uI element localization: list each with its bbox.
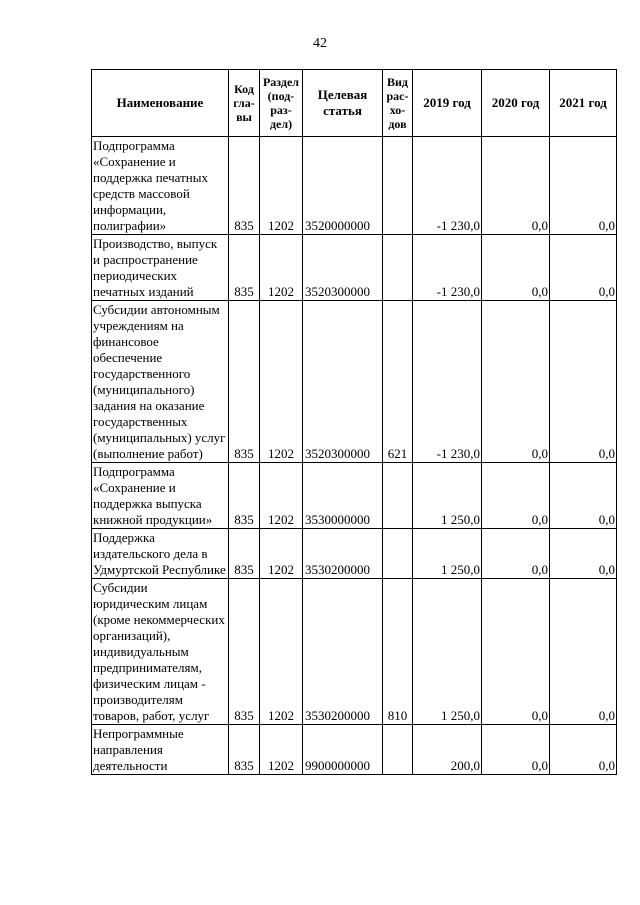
row-section: 1202: [260, 463, 303, 529]
row-target: 9900000000: [303, 725, 383, 775]
row-2019: -1 230,0: [413, 301, 482, 463]
row-section: 1202: [260, 529, 303, 579]
row-target: 3520300000: [303, 301, 383, 463]
row-code: 835: [229, 463, 260, 529]
table-row: [92, 463, 617, 529]
row-name: Субсидии автономным учреждениям на финансовое обеспечение государственного (муниципального) задания на оказание государственных (муниципальных) услуг (выполнение работ): [92, 301, 229, 463]
row-2020: 0,0: [482, 579, 550, 725]
row-expense: 810: [383, 579, 413, 725]
row-name: Непрограммные направления деятельности: [92, 725, 229, 775]
row-code: 835: [229, 301, 260, 463]
row-2020: 0,0: [482, 463, 550, 529]
header-name: Наименование: [92, 70, 229, 137]
row-section: 1202: [260, 579, 303, 725]
row-target: 3530200000: [303, 529, 383, 579]
table-row: [92, 301, 617, 463]
row-section: 1202: [260, 235, 303, 301]
row-2020: 0,0: [482, 529, 550, 579]
row-2021: 0,0: [550, 301, 617, 463]
budget-table: [91, 69, 617, 775]
row-2019: -1 230,0: [413, 235, 482, 301]
table-row: [92, 579, 617, 725]
row-target: 3520300000: [303, 235, 383, 301]
row-2020: 0,0: [482, 235, 550, 301]
row-2021: 0,0: [550, 463, 617, 529]
row-2021: 0,0: [550, 529, 617, 579]
row-section: 1202: [260, 137, 303, 235]
row-section: 1202: [260, 725, 303, 775]
row-2019: -1 230,0: [413, 137, 482, 235]
row-code: 835: [229, 137, 260, 235]
row-expense: [383, 463, 413, 529]
row-2020: 0,0: [482, 137, 550, 235]
row-expense: [383, 725, 413, 775]
row-2021: 0,0: [550, 725, 617, 775]
header-target: Целевая статья: [303, 70, 383, 137]
row-name: Производство, выпуск и распространение периодических печатных изданий: [92, 235, 229, 301]
row-name: Поддержка издательского дела в Удмуртской Республике: [92, 529, 229, 579]
row-expense: 621: [383, 301, 413, 463]
row-code: 835: [229, 725, 260, 775]
header-section: Раздел (под- раз- дел): [260, 70, 303, 137]
header-2020: 2020 год: [482, 70, 550, 137]
row-2021: 0,0: [550, 137, 617, 235]
row-2020: 0,0: [482, 725, 550, 775]
row-target: 3530000000: [303, 463, 383, 529]
page-number: 42: [313, 36, 327, 51]
row-name: Субсидии юридическим лицам (кроме некоммерческих организаций), индивидуальным предпринимателям, физическим лицам - производителям товаров, работ, услуг: [92, 579, 229, 725]
row-name: Подпрограмма «Сохранение и поддержка выпуска книжной продукции»: [92, 463, 229, 529]
row-2019: 1 250,0: [413, 579, 482, 725]
row-code: 835: [229, 579, 260, 725]
header-code: Код гла- вы: [229, 70, 260, 137]
row-expense: [383, 137, 413, 235]
row-name: Подпрограмма «Сохранение и поддержка печатных средств массовой информации, полиграфии»: [92, 137, 229, 235]
row-expense: [383, 529, 413, 579]
row-target: 3520000000: [303, 137, 383, 235]
table-row: [92, 235, 617, 301]
row-2019: 1 250,0: [413, 463, 482, 529]
row-2019: 200,0: [413, 725, 482, 775]
row-section: 1202: [260, 301, 303, 463]
table-row: [92, 137, 617, 235]
row-code: 835: [229, 235, 260, 301]
table-row: [92, 725, 617, 775]
row-expense: [383, 235, 413, 301]
row-2020: 0,0: [482, 301, 550, 463]
header-2021: 2021 год: [550, 70, 617, 137]
table-header: [92, 70, 617, 137]
row-2019: 1 250,0: [413, 529, 482, 579]
header-2019: 2019 год: [413, 70, 482, 137]
row-code: 835: [229, 529, 260, 579]
row-2021: 0,0: [550, 235, 617, 301]
row-2021: 0,0: [550, 579, 617, 725]
row-target: 3530200000: [303, 579, 383, 725]
header-expense: Вид рас- хо- дов: [383, 70, 413, 137]
table-body: [92, 137, 617, 775]
table-row: [92, 529, 617, 579]
